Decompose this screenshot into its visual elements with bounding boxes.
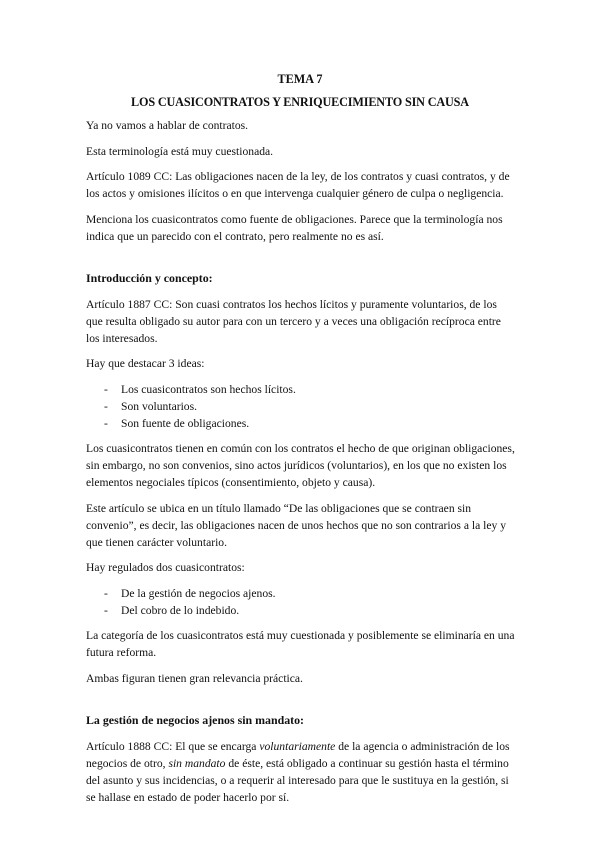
paragraph [86,738,516,806]
paragraph: Este artículo se ubica en un título llamado “De las obligaciones que se contraen sin convenio”, es decir, las obligaciones nacen de unos hechos que no son contrarios a la ley y que tienen carácter voluntario. [86,501,506,549]
text-run: Artículo 1888 CC: El que se encarga [86,739,260,753]
types-list [86,585,516,619]
emphasis-voluntariamente: voluntariamente [259,739,336,753]
paragraph: Los cuasicontratos tienen en común con los contratos el hecho de que originan obligaciones, sin embargo, no son convenios, sino actos jurídicos (voluntarios), en los que no existen los elementos negociales típicos (consentimiento, objeto y causa). [86,442,515,489]
paragraph: Artículo 1089 CC: Las obligaciones nacen de la ley, de los contratos y cuasi contratos, y de los actos y omisiones ilícitos o en que intervenga cualquier género de culpa o negligencia. [86,170,510,200]
paragraph: Artículo 1887 CC: Son cuasi contratos los hechos lícitos y puramente voluntarios, de los que resulta obligado su autor para con un tercero y a veces una obligación recíproca entre los interesados. [86,297,501,345]
paragraph: Ya no vamos a hablar de contratos. [86,119,249,132]
paragraph: Esta terminología está muy cuestionada. [86,144,274,158]
section-heading-introduccion: Introducción y concepto: [86,271,213,285]
ideas-list [86,381,516,432]
page-title: LOS CUASICONTRATOS Y ENRIQUECIMIENTO SIN CAUSA [131,95,469,109]
text-run: de la agencia o administración de los negocios de otro, [86,739,510,770]
text-run: de éste, está obligado a continuar su gestión hasta el término del asunto y sus incidencias, o a requerir al interesado para que le sustituya en la gestión, si se hallase en estado de poder hacerlo por sí. [86,756,509,804]
list-item: - Los cuasicontratos son hechos lícitos. [86,381,516,398]
paragraph: Ambas figuran tienen gran relevancia práctica. [86,671,303,685]
spacer [86,253,516,270]
section-heading-gestion: La gestión de negocios ajenos sin mandato: [86,713,305,727]
paragraph: Hay que destacar 3 ideas: [86,357,205,370]
list-item: - De la gestión de negocios ajenos. [86,585,516,602]
topic-heading: TEMA 7 [277,72,323,86]
list-item: - Son fuente de obligaciones. [86,415,516,432]
paragraph: Hay regulados dos cuasicontratos: [86,561,245,574]
emphasis-sin-mandato: sin mandato [168,756,226,770]
list-item: - Del cobro de lo indebido. [86,602,516,619]
list-item: - Son voluntarios. [86,398,516,415]
document-body [86,117,516,814]
spacer [86,695,516,712]
paragraph: Menciona los cuasicontratos como fuente de obligaciones. Parece que la terminología nos indica que un parecido con el contrato, pero realmente no es así. [86,212,503,243]
paragraph: La categoría de los cuasicontratos está muy cuestionada y posiblemente se eliminaría en una futura reforma. [86,629,515,659]
